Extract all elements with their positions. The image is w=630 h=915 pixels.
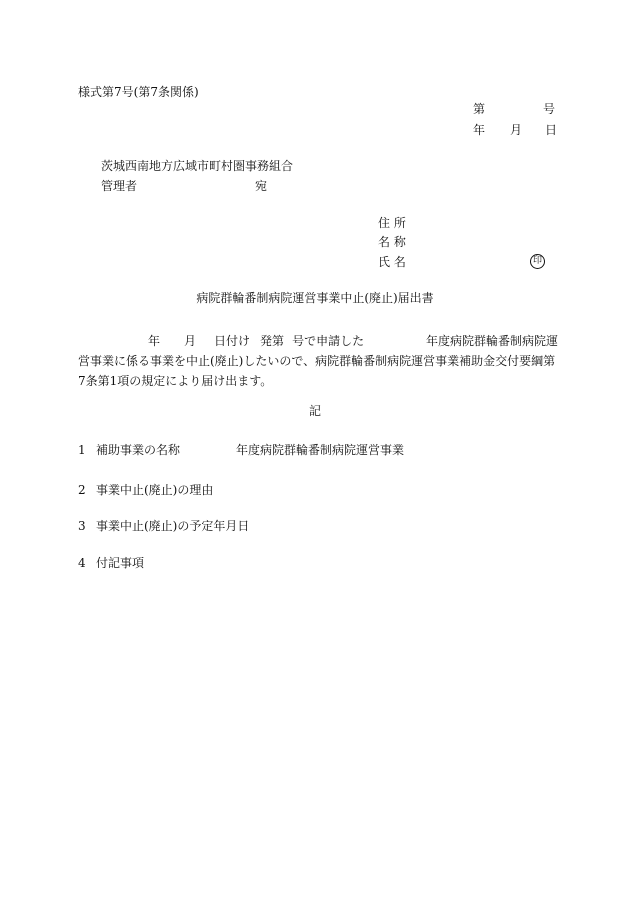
body-line-1 [78, 331, 558, 351]
ki-heading: 記 [308, 404, 321, 418]
body-issue-prefix: 発第 [260, 334, 285, 348]
list-item [78, 520, 249, 532]
addressee-title: 管理者 [101, 179, 138, 193]
body-month: 月 [184, 334, 197, 348]
item-value: 年度病院群輪番制病院運営事業 [236, 443, 405, 457]
body-text [78, 331, 558, 391]
list-item [78, 557, 144, 569]
form-number: 様式第7号(第7条関係) [78, 85, 199, 99]
sender-person-label: 氏 名 [378, 255, 406, 269]
addressee-honorific: 宛 [255, 179, 268, 193]
body-date-suffix: 日付け [214, 334, 251, 348]
sender-name-label: 名 称 [378, 235, 406, 249]
document-number-suffix: 号 [543, 102, 556, 116]
item-number: 1 [78, 443, 86, 457]
addressee-organization: 茨城西南地方広域市町村圏事務組合 [101, 159, 294, 173]
body-line-2: 営事業に係る事業を中止(廃止)したいので、病院群輪番制病院運営事業補助金交付要綱第 [78, 354, 556, 368]
seal-icon: 印 [530, 254, 545, 269]
item-number: 4 [78, 556, 86, 570]
body-fiscal-year-item: 年度病院群輪番制病院運 [425, 334, 558, 348]
document-number-prefix: 第 [473, 102, 486, 116]
item-number: 3 [78, 519, 86, 533]
item-label: 事業中止(廃止)の理由 [96, 483, 214, 497]
body-number-clause: 号で申請した [292, 334, 365, 348]
date-month-label: 月 [510, 123, 523, 137]
item-label: 付記事項 [96, 556, 145, 570]
list-item [78, 444, 180, 456]
body-line-3: 7条第1項の規定により届け出ます。 [78, 374, 273, 388]
item-number: 2 [78, 483, 86, 497]
date-day-label: 日 [545, 123, 558, 137]
list-item [78, 484, 213, 496]
sender-address-label: 住 所 [378, 216, 406, 230]
item-label: 補助事業の名称 [96, 443, 181, 457]
date-year-label: 年 [473, 123, 486, 137]
body-year: 年 [148, 334, 161, 348]
item-label: 事業中止(廃止)の予定年月日 [96, 519, 250, 533]
document-title: 病院群輪番制病院運営事業中止(廃止)届出書 [196, 291, 434, 305]
